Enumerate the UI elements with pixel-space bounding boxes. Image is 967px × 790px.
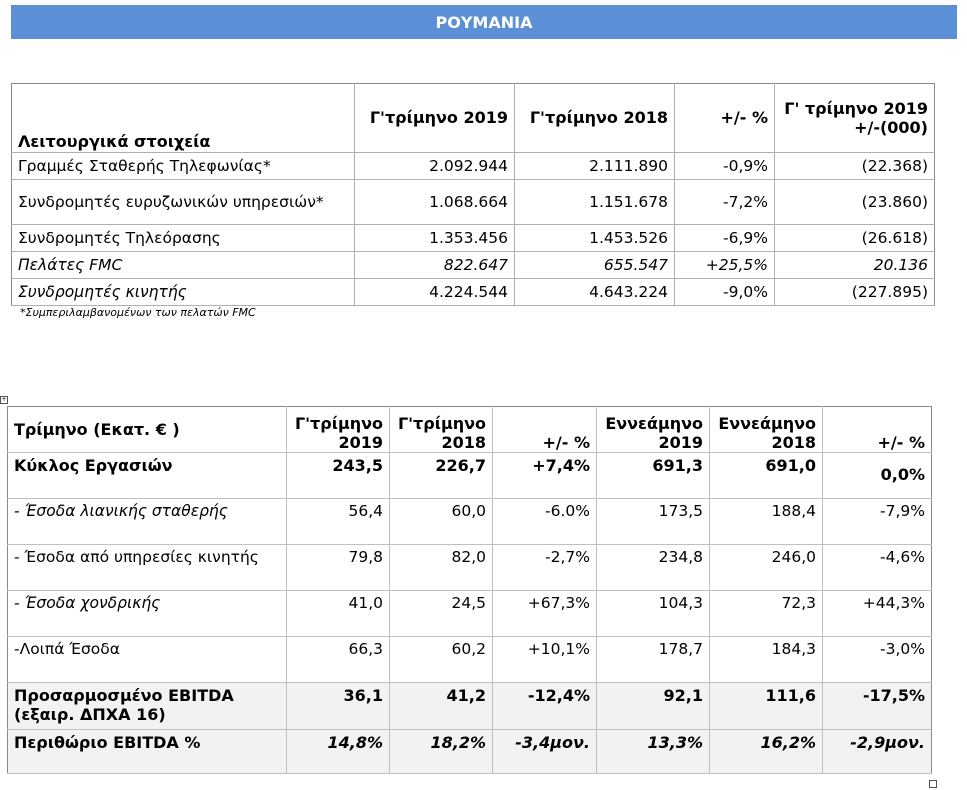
- cell-9m-2019: 104,3: [597, 591, 710, 637]
- table-resize-handle-icon[interactable]: [929, 780, 937, 788]
- row-label: Συνδρομητές Τηλεόρασης: [12, 225, 355, 252]
- row-label: [8, 683, 287, 730]
- table-row: [12, 180, 935, 225]
- cell-change-abs: (22.368): [775, 153, 935, 180]
- cell-change-pct: -9,0%: [675, 279, 775, 306]
- cell-value-2018: 4.643.224: [515, 279, 675, 306]
- cell-9m-2019: 173,5: [597, 499, 710, 545]
- cell-q3-2019: 79,8: [287, 545, 390, 591]
- row-label: Συνδρομητές κινητής: [12, 279, 355, 306]
- column-header-9m-2019: Εννεάμηνο 2019: [597, 407, 710, 453]
- cell-change-abs: (26.618): [775, 225, 935, 252]
- cell-q3-2019: 243,5: [287, 453, 390, 499]
- financial-data-table: [7, 406, 932, 774]
- cell-value-2018: 1.151.678: [515, 180, 675, 225]
- column-header-change-pct: +/- %: [675, 84, 775, 153]
- cell-value-2018: 2.111.890: [515, 153, 675, 180]
- table-row: [8, 683, 932, 730]
- cell-q3-2018: 60,2: [390, 637, 493, 683]
- cell-9m-2019: 178,7: [597, 637, 710, 683]
- cell-q3-2019: 66,3: [287, 637, 390, 683]
- table-row: [12, 153, 935, 180]
- cell-9m-2018: 16,2%: [710, 730, 823, 774]
- cell-change-pct: -0,9%: [675, 153, 775, 180]
- cell-q-change: -12,4%: [493, 683, 597, 730]
- table-row: [8, 499, 932, 545]
- cell-9m-change: -2,9μον.: [823, 730, 932, 774]
- row-label: Κύκλος Εργασιών: [8, 453, 287, 499]
- row-label: - Έσοδα από υπηρεσίες κινητής: [8, 545, 287, 591]
- cell-9m-2018: 246,0: [710, 545, 823, 591]
- cell-9m-2019: 691,3: [597, 453, 710, 499]
- column-header-9m-change: +/- %: [823, 407, 932, 453]
- column-header-q3-2019: Γ'τρίμηνο 2019: [287, 407, 390, 453]
- table-header-row: [8, 407, 932, 453]
- cell-value-2019: 1.068.664: [355, 180, 515, 225]
- column-header-label: Λειτουργικά στοιχεία: [12, 84, 355, 153]
- table-row: [8, 591, 932, 637]
- cell-q-change: +67,3%: [493, 591, 597, 637]
- cell-change-abs: (23.860): [775, 180, 935, 225]
- cell-value-2018: 655.547: [515, 252, 675, 279]
- cell-q3-2019: 56,4: [287, 499, 390, 545]
- cell-9m-2018: 188,4: [710, 499, 823, 545]
- row-label: Γραμμές Σταθερής Τηλεφωνίας*: [12, 153, 355, 180]
- row-label: Περιθώριο EBITDA %: [8, 730, 287, 774]
- cell-q3-2018: 41,2: [390, 683, 493, 730]
- table-row: [12, 225, 935, 252]
- cell-9m-2018: 691,0: [710, 453, 823, 499]
- cell-q3-2019: 41,0: [287, 591, 390, 637]
- cell-q-change: -2,7%: [493, 545, 597, 591]
- cell-9m-2019: 234,8: [597, 545, 710, 591]
- cell-value-2019: 822.647: [355, 252, 515, 279]
- table-row: [8, 545, 932, 591]
- table-row: [8, 730, 932, 774]
- row-label-line2: (εξαιρ. ΔΠΧΑ 16): [14, 705, 166, 724]
- row-label: - Έσοδα λιανικής σταθερής: [8, 499, 287, 545]
- table-row: [8, 637, 932, 683]
- cell-q3-2019: 36,1: [287, 683, 390, 730]
- cell-q3-2018: 24,5: [390, 591, 493, 637]
- row-label-line1: Προσαρμοσμένο EBITDA: [14, 686, 234, 705]
- cell-9m-2019: 13,3%: [597, 730, 710, 774]
- cell-q3-2018: 226,7: [390, 453, 493, 499]
- row-label: Πελάτες FMC: [12, 252, 355, 279]
- operational-data-table: [11, 83, 935, 306]
- column-header-9m-2018: Εννεάμηνο 2018: [710, 407, 823, 453]
- cell-value-2019: 4.224.544: [355, 279, 515, 306]
- column-header-q3-2019: Γ'τρίμηνο 2019: [355, 84, 515, 153]
- cell-change-pct: +25,5%: [675, 252, 775, 279]
- table-row: [12, 279, 935, 306]
- cell-9m-change: -3,0%: [823, 637, 932, 683]
- page-title: ΡΟΥΜΑΝΙΑ: [11, 5, 957, 39]
- column-header-q3-2018: Γ'τρίμηνο 2018: [515, 84, 675, 153]
- cell-q3-2019: 14,8%: [287, 730, 390, 774]
- cell-value-2019: 1.353.456: [355, 225, 515, 252]
- cell-change-abs: 20.136: [775, 252, 935, 279]
- cell-change-pct: -6,9%: [675, 225, 775, 252]
- cell-9m-change: -17,5%: [823, 683, 932, 730]
- table-move-handle-icon[interactable]: +: [1, 396, 7, 403]
- cell-9m-2019: 92,1: [597, 683, 710, 730]
- row-label: -Λοιπά Έσοδα: [8, 637, 287, 683]
- cell-9m-change: 0,0%: [823, 453, 932, 499]
- cell-q-change: +10,1%: [493, 637, 597, 683]
- column-header-q3-2018: Γ'τρίμηνο 2018: [390, 407, 493, 453]
- cell-9m-change: -4,6%: [823, 545, 932, 591]
- cell-q-change: -3,4μον.: [493, 730, 597, 774]
- cell-value-2018: 1.453.526: [515, 225, 675, 252]
- footnote: *Συμπεριλαμβανομένων των πελατών FMC: [20, 306, 256, 319]
- column-header-change-abs: Γ' τρίμηνο 2019 +/-(000): [775, 84, 935, 153]
- cell-q-change: -6.0%: [493, 499, 597, 545]
- row-label: Συνδρομητές ευρυζωνικών υπηρεσιών*: [12, 180, 355, 225]
- cell-q-change: +7,4%: [493, 453, 597, 499]
- cell-q3-2018: 82,0: [390, 545, 493, 591]
- column-header-label: Τρίμηνο (Εκατ. € ): [8, 407, 287, 453]
- cell-9m-2018: 184,3: [710, 637, 823, 683]
- cell-change-abs: (227.895): [775, 279, 935, 306]
- cell-9m-change: -7,9%: [823, 499, 932, 545]
- cell-9m-2018: 111,6: [710, 683, 823, 730]
- cell-9m-change: +44,3%: [823, 591, 932, 637]
- table-row: [8, 453, 932, 499]
- cell-q3-2018: 18,2%: [390, 730, 493, 774]
- cell-change-pct: -7,2%: [675, 180, 775, 225]
- table-header-row: [12, 84, 935, 153]
- table-row: [12, 252, 935, 279]
- cell-9m-2018: 72,3: [710, 591, 823, 637]
- row-label: - Έσοδα χονδρικής: [8, 591, 287, 637]
- column-header-q-change: +/- %: [493, 407, 597, 453]
- cell-value-2019: 2.092.944: [355, 153, 515, 180]
- cell-q3-2018: 60,0: [390, 499, 493, 545]
